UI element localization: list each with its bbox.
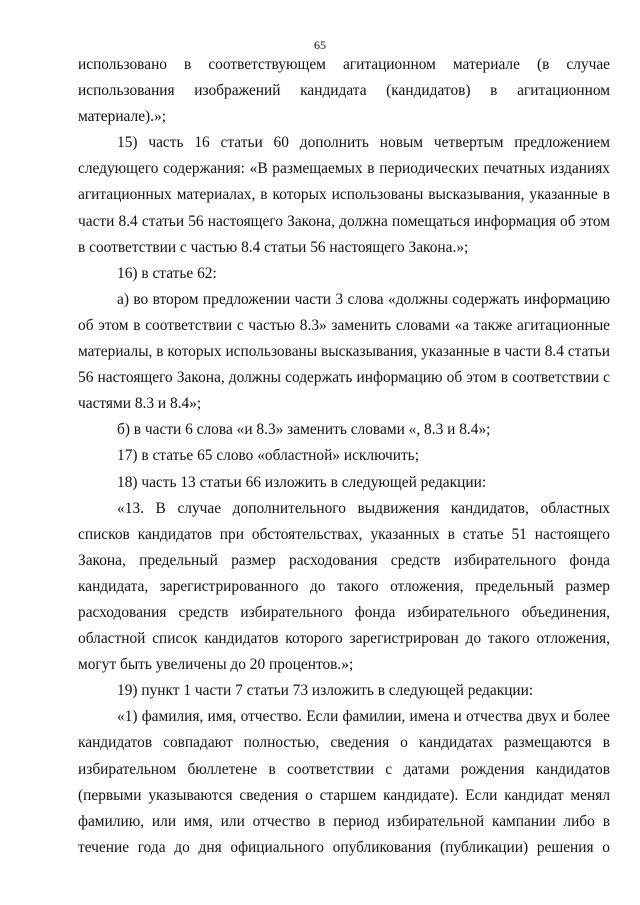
document-body [78, 52, 610, 861]
paragraph-5: б) в части 6 слова «и 8.3» заменить словами «, 8.3 и 8.4»; [117, 421, 491, 439]
page-number: 65 [314, 38, 326, 52]
paragraph-9: 19) пункт 1 части 7 статьи 73 изложить в следующей редакции: [117, 682, 534, 700]
paragraph-3: 16) в статье 62: [117, 264, 217, 282]
paragraph-1: использовано в соответствующем агитационном материале (в случае использования изображений кандидата (кандидатов) в агитационном материале).»; [78, 56, 610, 126]
paragraph-2: 15) часть 16 статьи 60 дополнить новым четвертым предложением следующего содержания: «В размещаемых в периодических печатных изданиях агитационных материалах, в которых использованы высказывания, указанные в части 8.4 статьи 56 настоящего Закона, должна помещаться информация об этом в соответствии с частью 8.4 статьи 56 настоящего Закона.»; [78, 134, 610, 256]
paragraph-4: а) во втором предложении части 3 слова «должны содержать информацию об этом в соответствии с частью 8.3» заменить словами «а также агитационные материалы, в которых использованы высказывания, указанные в части 8.4 статьи 56 настоящего Закона, должны содержать информацию об этом в соответствии с частями 8.3 и 8.4»; [78, 290, 610, 413]
paragraph-8: «13. В случае дополнительного выдвижения кандидатов, областных списков кандидатов при обстоятельствах, указанных в статье 51 настоящего Закона, предельный размер расходования средств избирательного фонда кандидата, зарегистрированного до такого отложения, предельный размер расходования средств избирательного фонда избирательного объединения, областной список кандидатов которого зарегистрирован до такого отложения, могут быть увеличены до 20 процентов.»; [78, 499, 610, 674]
paragraph-6: 17) в статье 65 слово «областной» исключить; [117, 447, 419, 465]
paragraph-7: 18) часть 13 статьи 66 изложить в следующей редакции: [117, 473, 487, 491]
paragraph-10: «1) фамилия, имя, отчество. Если фамилии, имена и отчества двух и более кандидатов совпадают полностью, сведения о кандидатах размещаются в избирательном бюллетене в соответствии с датами рождения кандидатов (первыми указываются сведения о старшем кандидате). Если кандидат менял фамилию, или имя, или отчество в период избирательной кампании либо в течение года до дня официального опубликования (публикации) решения о [78, 708, 610, 856]
